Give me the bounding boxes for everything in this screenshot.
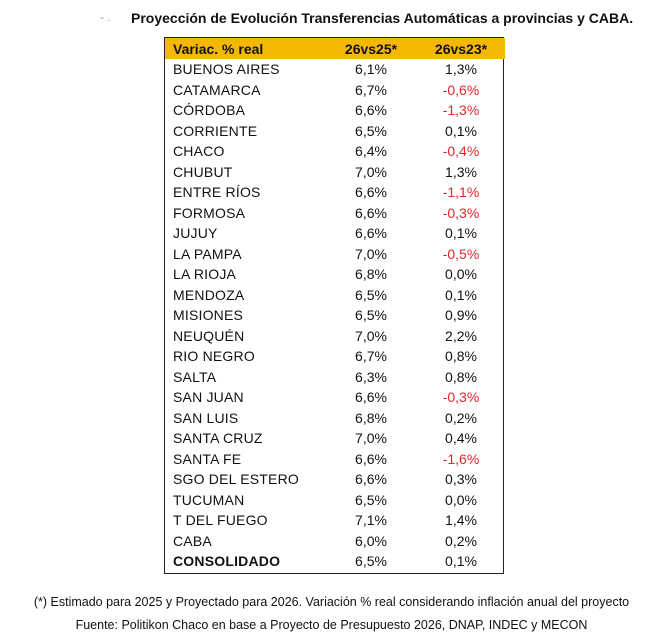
value-cell: 7,1% <box>355 512 387 528</box>
row-label: SGO DEL ESTERO <box>173 471 299 487</box>
table-row <box>165 141 505 162</box>
source-note: Fuente: Politikon Chaco en base a Proyecto de Presupuesto 2026, DNAP, INDEC y MECON <box>75 618 588 632</box>
row-label: CÓRDOBA <box>173 102 246 118</box>
value-cell: 6,6% <box>355 225 387 241</box>
row-label: RIO NEGRO <box>173 348 255 364</box>
value-cell: 2,2% <box>445 327 477 344</box>
value-cell: 6,5% <box>355 307 387 323</box>
value-cell: 0,1% <box>445 122 477 139</box>
column-header: 26vs25* <box>344 40 398 57</box>
value-cell: 6,1% <box>355 61 387 77</box>
footnote: (*) Estimado para 2025 y Proyectado para 2026. Variación % real considerando inflación anual del proyecto <box>33 595 630 609</box>
row-label: MENDOZA <box>173 286 245 303</box>
value-cell: 6,6% <box>355 204 387 221</box>
value-cell: 6,5% <box>355 491 387 508</box>
row-label: SAN LUIS <box>173 409 239 426</box>
row-label: SALTA <box>173 368 217 385</box>
row-label: CHUBUT <box>173 163 233 180</box>
value-cell: -0,3% <box>442 389 480 405</box>
table-row <box>165 223 505 244</box>
table-row <box>165 305 505 326</box>
table-row <box>165 121 505 142</box>
value-cell: 6,8% <box>355 266 387 282</box>
value-cell: -1,3% <box>442 102 480 118</box>
table-row <box>165 59 505 80</box>
table-row <box>165 203 505 224</box>
table-row <box>165 490 505 511</box>
row-label: SANTA FE <box>173 450 242 467</box>
data-table <box>165 38 505 572</box>
row-label: CONSOLIDADO <box>173 553 281 569</box>
value-cell: 0,1% <box>445 286 477 303</box>
row-label: MISIONES <box>173 307 244 323</box>
table-row <box>165 346 505 367</box>
value-cell: 6,5% <box>355 122 387 139</box>
value-cell: -0,4% <box>442 143 480 159</box>
value-cell: 6,4% <box>355 143 387 159</box>
value-cell: 1,4% <box>445 512 477 528</box>
value-cell: 0,0% <box>445 491 477 508</box>
value-cell: 6,6% <box>355 450 387 467</box>
value-cell: -0,6% <box>442 81 480 98</box>
value-cell: 7,0% <box>355 327 387 344</box>
value-cell: 6,6% <box>355 102 387 118</box>
value-cell: 6,0% <box>355 532 387 549</box>
row-label: SAN JUAN <box>173 389 244 405</box>
value-cell: 0,3% <box>445 471 477 487</box>
value-cell: 0,2% <box>445 409 477 426</box>
table-row <box>165 449 505 470</box>
table-row <box>165 182 505 203</box>
table-row <box>165 367 505 388</box>
value-cell: 0,1% <box>445 225 477 241</box>
value-cell: 0,1% <box>445 553 477 569</box>
value-cell: 7,0% <box>355 163 387 180</box>
value-cell: 0,8% <box>445 348 477 364</box>
title-decoration: - . <box>100 10 111 24</box>
table-row <box>165 551 505 572</box>
value-cell: -0,3% <box>442 204 480 221</box>
row-label: NEUQUÉN <box>173 327 245 344</box>
table-row <box>165 162 505 183</box>
column-header: 26vs23* <box>434 40 488 57</box>
value-cell: 6,6% <box>355 389 387 405</box>
value-cell: -0,5% <box>442 245 480 262</box>
value-cell: 1,3% <box>445 61 477 77</box>
data-table-container <box>164 37 504 574</box>
value-cell: 7,0% <box>355 245 387 262</box>
table-row <box>165 428 505 449</box>
value-cell: 0,9% <box>445 307 477 323</box>
row-label: BUENOS AIRES <box>173 61 280 77</box>
value-cell: 7,0% <box>355 430 387 446</box>
row-label: T DEL FUEGO <box>173 512 268 528</box>
table-row <box>165 285 505 306</box>
row-label: LA PAMPA <box>173 245 242 262</box>
row-label: LA RIOJA <box>173 266 237 282</box>
value-cell: 0,0% <box>445 266 477 282</box>
value-cell: 0,2% <box>445 532 477 549</box>
table-header-row <box>165 38 505 59</box>
value-cell: 6,3% <box>355 368 387 385</box>
table-row <box>165 510 505 531</box>
column-header: Variac. % real <box>173 40 264 57</box>
table-row <box>165 531 505 552</box>
value-cell: 6,7% <box>355 81 387 98</box>
row-label: JUJUY <box>173 225 218 241</box>
table-body <box>165 59 505 572</box>
table-row <box>165 326 505 347</box>
value-cell: -1,1% <box>442 184 480 200</box>
table-row <box>165 387 505 408</box>
value-cell: 6,6% <box>355 471 387 487</box>
row-label: SANTA CRUZ <box>173 430 263 446</box>
value-cell: 0,4% <box>445 430 477 446</box>
value-cell: 6,5% <box>355 553 387 569</box>
value-cell: -1,6% <box>442 450 480 467</box>
row-label: CABA <box>173 532 212 549</box>
row-label: CHACO <box>173 143 225 159</box>
row-label: TUCUMAN <box>173 491 245 508</box>
value-cell: 1,3% <box>445 163 477 180</box>
value-cell: 6,5% <box>355 286 387 303</box>
table-row <box>165 469 505 490</box>
table-row <box>165 408 505 429</box>
table-row <box>165 264 505 285</box>
row-label: ENTRE RÍOS <box>173 184 261 200</box>
page-title: Proyección de Evolución Transferencias Automáticas a provincias y CABA. <box>131 10 634 26</box>
value-cell: 6,6% <box>355 184 387 200</box>
row-label: CATAMARCA <box>173 81 261 98</box>
row-label: CORRIENTE <box>173 122 258 139</box>
table-row <box>165 244 505 265</box>
table-row <box>165 100 505 121</box>
value-cell: 0,8% <box>445 368 477 385</box>
row-label: FORMOSA <box>173 204 246 221</box>
value-cell: 6,8% <box>355 409 387 426</box>
table-row <box>165 80 505 101</box>
value-cell: 6,7% <box>355 348 387 364</box>
